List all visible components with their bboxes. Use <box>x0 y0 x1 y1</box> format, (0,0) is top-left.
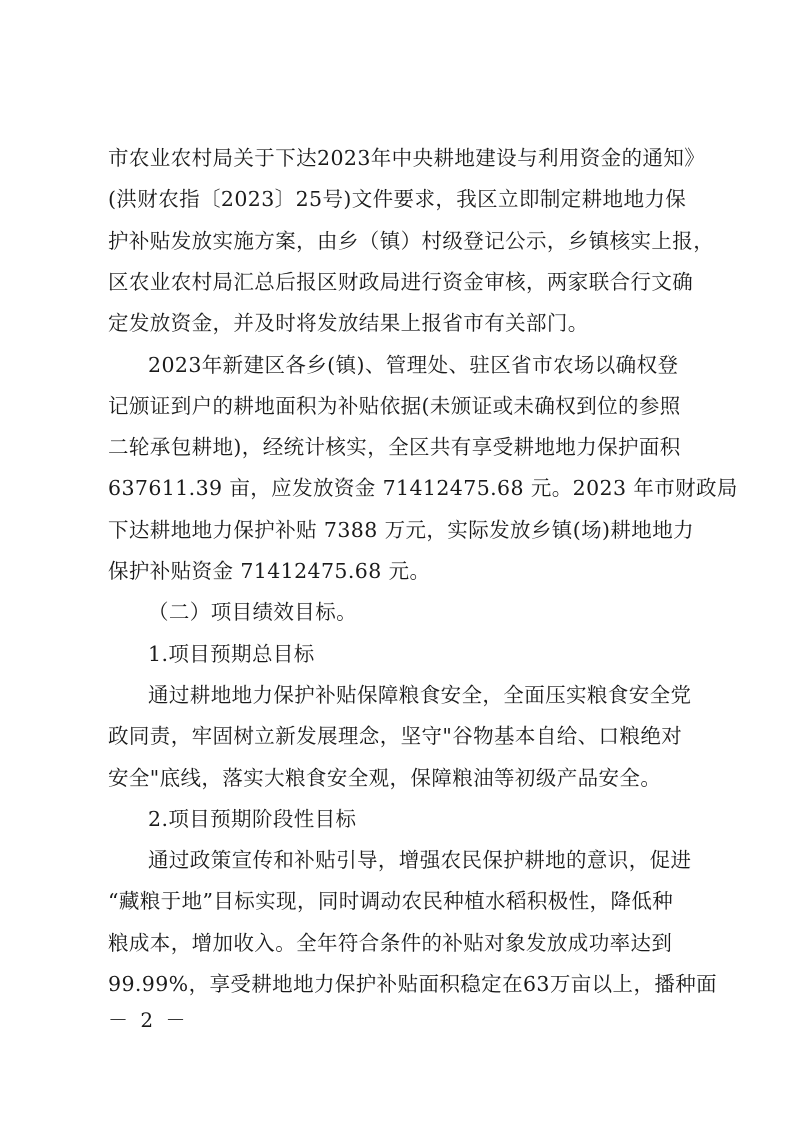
text-line-10: 下达耕地地力保护补贴 7388 万元，实际发放乡镇(场)耕地地力 <box>108 518 694 542</box>
text-line-18: 通过政策宣传和补贴引导，增强农民保护耕地的意识，促进 <box>148 848 692 872</box>
text-line-15: 政同责，牢固树立新发展理念，坚守"谷物基本自给、口粮绝对 <box>108 724 683 748</box>
text-line-19: “藏粮于地”目标实现，同时调动农民种植水稻积极性，降低种 <box>108 889 674 913</box>
text-line-6: 2023年新建区各乡(镇)、管理处、驻区省市农场以确权登 <box>148 353 679 377</box>
text-line-9: 637611.39 亩，应发放资金 71412475.68 元。2023 年市财政局 <box>108 476 738 500</box>
text-line-8: 二轮承包耕地)，经统计核实，全区共有享受耕地地力保护面积 <box>108 435 681 459</box>
text-line-20: 粮成本，增加收入。全年符合条件的补贴对象发放成功率达到 <box>108 931 673 955</box>
text-line-5: 定发放资金，并及时将发放结果上报省市有关部门。 <box>108 311 589 335</box>
text-line-7: 记颁证到户的耕地面积为补贴依据(未颁证或未确权到位的参照 <box>108 394 681 418</box>
text-line-16: 安全"底线，落实大粮食安全观，保障粮油等初级产品安全。 <box>108 766 662 790</box>
page-number: － 2 － <box>108 1008 189 1032</box>
text-line-21: 99.99%，享受耕地地力保护补贴面积稳定在63万亩以上，播种面 <box>108 972 718 996</box>
text-line-4: 区农业农村局汇总后报区财政局进行资金审核，两家联合行文确 <box>108 270 694 294</box>
text-line-3: 护补贴发放实施方案，由乡（镇）村级登记公示，乡镇核实上报， <box>108 229 715 253</box>
subheading-2: 2.项目预期阶段性目标 <box>148 807 357 831</box>
subheading-1: 1.项目预期总目标 <box>148 642 315 666</box>
text-line-11: 保护补贴资金 71412475.68 元。 <box>108 559 431 583</box>
section-heading: （二）项目绩效目标。 <box>148 600 357 624</box>
text-line-2: (洪财农指〔2023〕25号)文件要求，我区立即制定耕地地力保 <box>108 187 687 211</box>
text-line-14: 通过耕地地力保护补贴保障粮食安全，全面压实粮食安全党 <box>148 683 692 707</box>
text-line-1: 市农业农村局关于下达2023年中央耕地建设与利用资金的通知》 <box>108 146 706 170</box>
